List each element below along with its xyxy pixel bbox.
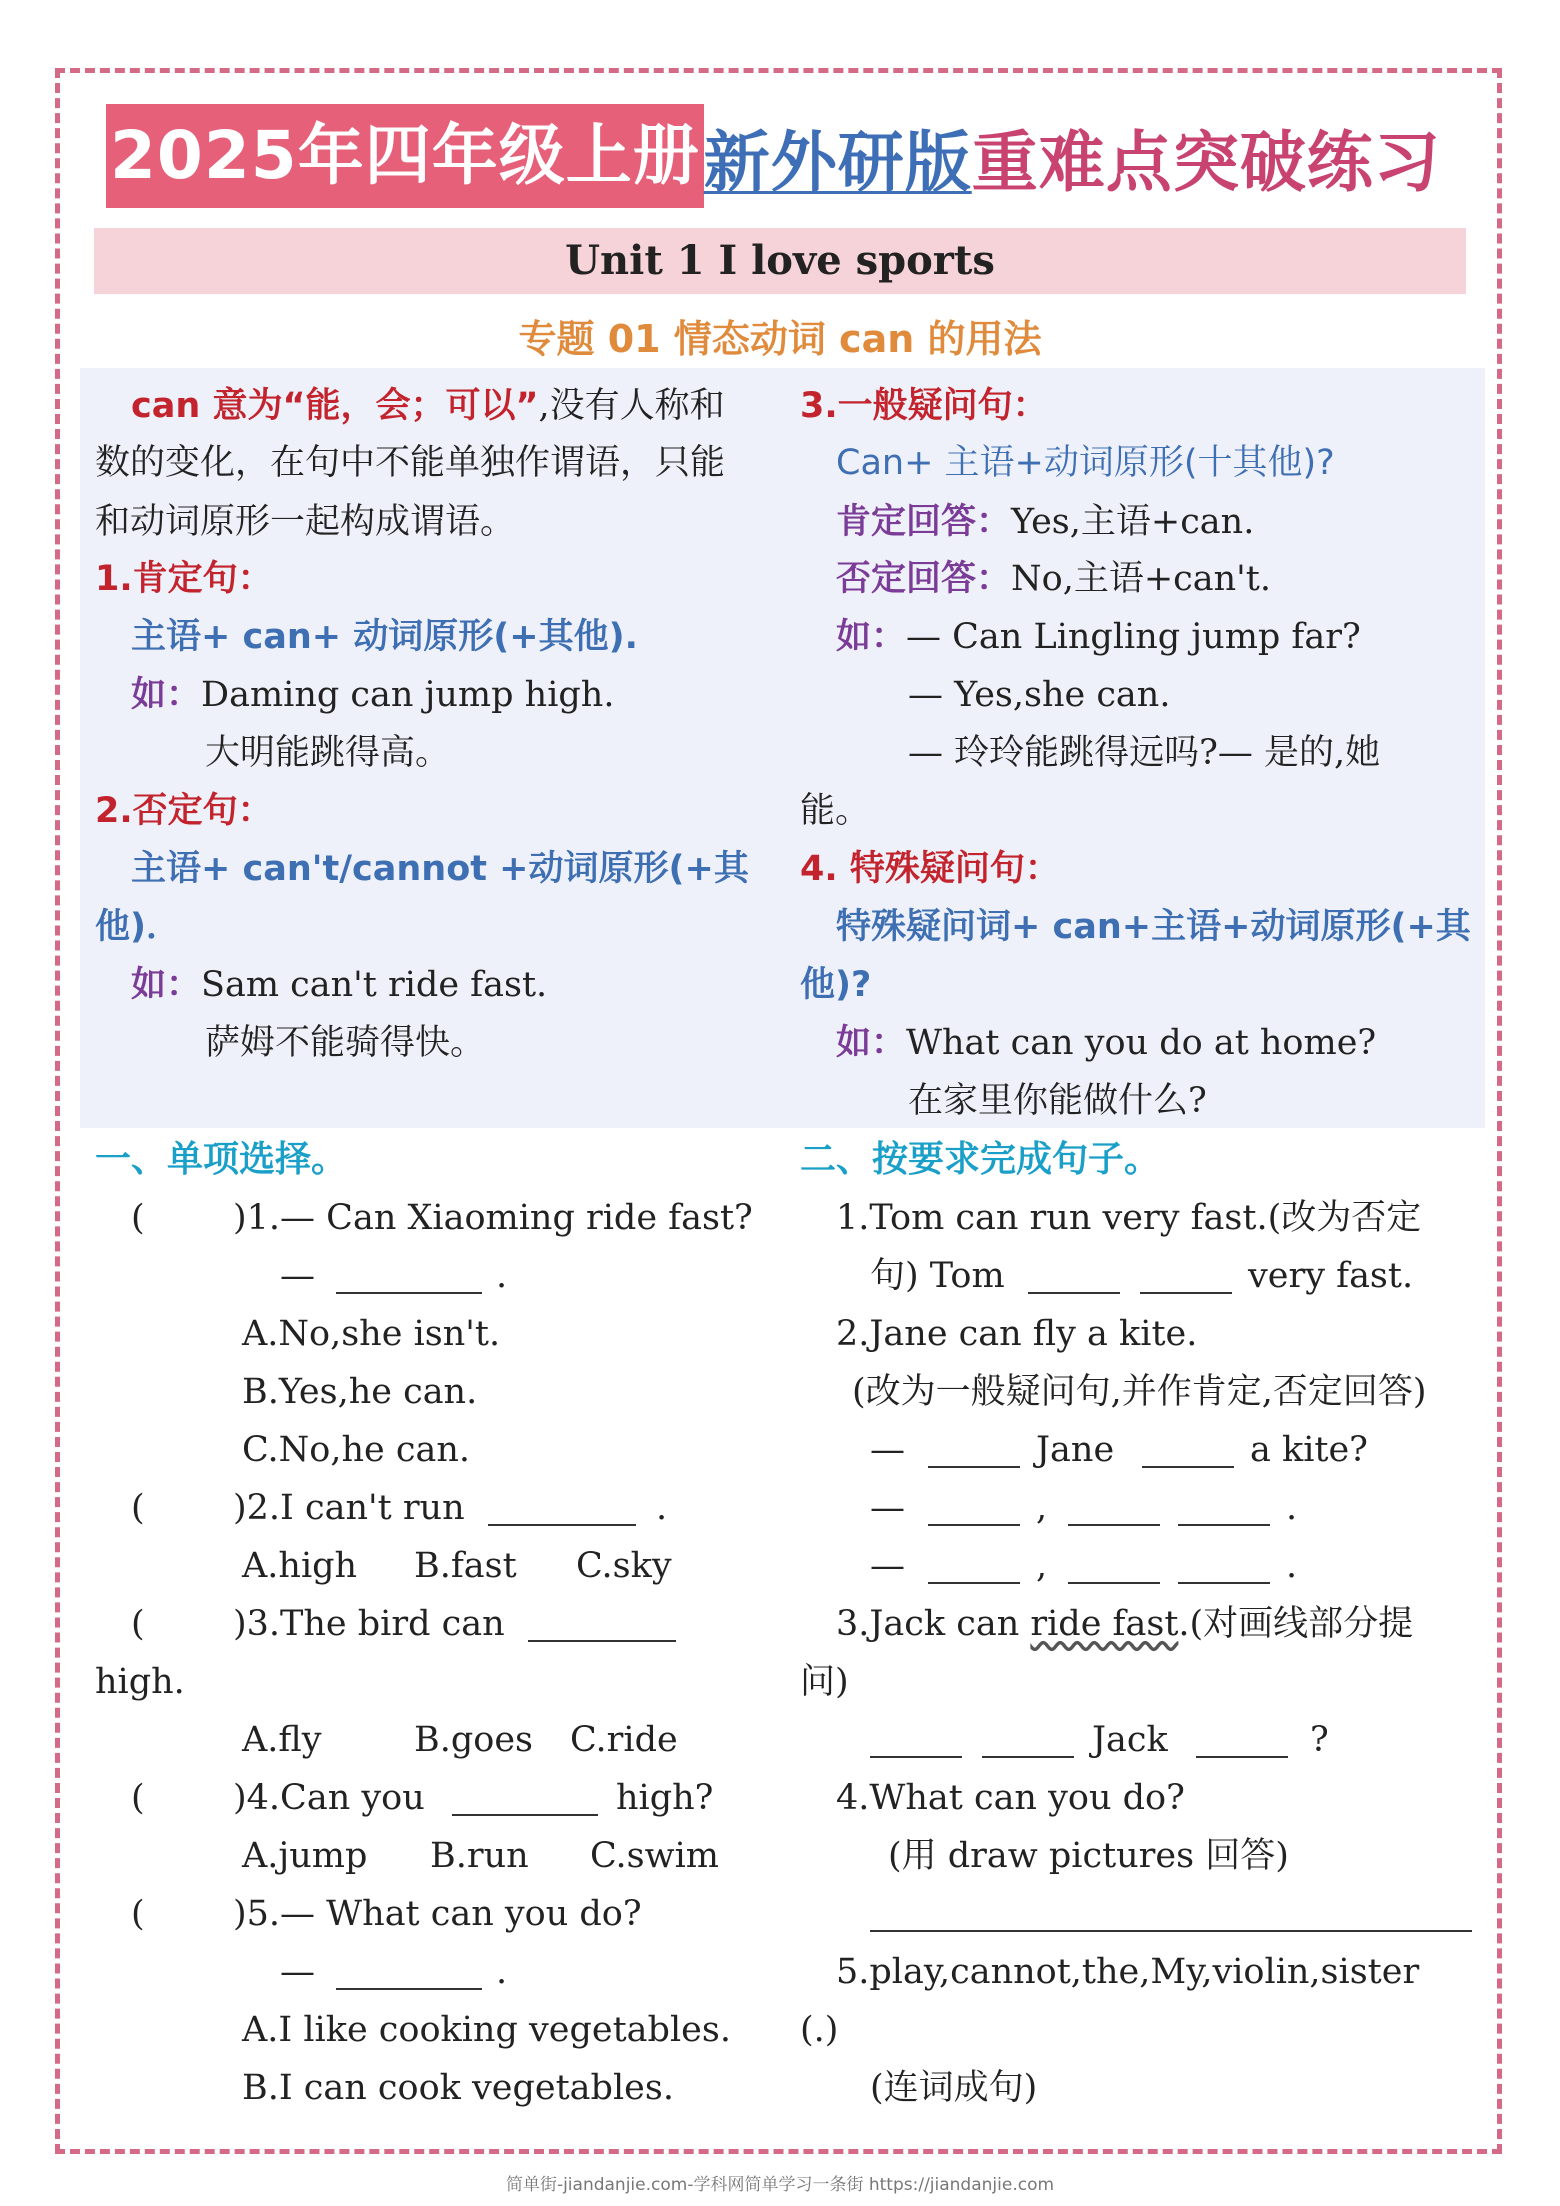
s2-q5-instruction: (连词成句) bbox=[870, 2068, 1038, 2108]
title-part-practice: 重难点突破练习 bbox=[971, 123, 1441, 201]
wh-question-rule-line2: 他)? bbox=[800, 965, 872, 1005]
title-part-grade: 2025年四年级上册 bbox=[106, 104, 704, 208]
page-footer: 简单街-jiandanjie.com-学科网简单学习一条街 https://jiandanjie.com bbox=[505, 2175, 1055, 2195]
s2-q2-blank-2[interactable] bbox=[1142, 1466, 1234, 1468]
negative-example-cn: 萨姆不能骑得快。 bbox=[205, 1023, 486, 1063]
yesno-negative-answer: 否定回答：No,主语+can't. bbox=[836, 559, 1271, 599]
yesno-question-rule: Can+ 主语+动词原形(十其他)? bbox=[836, 443, 1335, 483]
wh-question-heading: 4. 特殊疑问句： bbox=[800, 849, 1060, 889]
grammar-intro-line1: can 意为“能，会；可以”,没有人称和 bbox=[131, 386, 725, 426]
s2-q3-jack: Jack bbox=[1092, 1720, 1168, 1760]
affirmative-example-cn: 大明能跳得高。 bbox=[205, 733, 451, 773]
q3-option-c: C.ride bbox=[570, 1720, 678, 1760]
q3-option-a: A.fly bbox=[242, 1720, 322, 1760]
yesno-example-line4: 能。 bbox=[800, 791, 871, 831]
s2-q4-answer-line[interactable] bbox=[870, 1930, 1472, 1932]
q1-option-a: A.No,she isn't. bbox=[242, 1314, 501, 1354]
s2-q3-line2: 问) bbox=[800, 1662, 849, 1702]
s2-q3-underlined-phrase: ride fast bbox=[1030, 1604, 1179, 1644]
s2-q2-period-1: . bbox=[1286, 1488, 1298, 1528]
q4-option-b: B.run bbox=[430, 1836, 529, 1876]
q5-answer-blank[interactable] bbox=[336, 1988, 482, 1990]
s2-q2-blank-3[interactable] bbox=[928, 1524, 1020, 1526]
q4-stem-end: high? bbox=[616, 1778, 714, 1818]
s2-q2-comma-2: , bbox=[1036, 1546, 1048, 1586]
s2-q3-blank-1[interactable] bbox=[870, 1756, 962, 1758]
q1-option-b: B.Yes,he can. bbox=[242, 1372, 478, 1412]
grammar-intro-line2: 数的变化，在句中不能单独作谓语，只能 bbox=[95, 443, 726, 483]
s2-q2-jane: Jane bbox=[1036, 1430, 1115, 1470]
negative-example: 如：Sam can't ride fast. bbox=[131, 965, 548, 1005]
q4-stem: )4.Can you bbox=[233, 1778, 425, 1818]
s2-q3-blank-3[interactable] bbox=[1196, 1756, 1288, 1758]
s2-q4-line1: 4.What can you do? bbox=[836, 1778, 1185, 1818]
negative-rule-line2: 他)． bbox=[95, 907, 181, 947]
q1-paren: ( bbox=[131, 1198, 145, 1238]
negative-rule-line1: 主语+ can't/cannot +动词原形(+其 bbox=[131, 849, 749, 889]
page-title bbox=[106, 104, 1441, 208]
s2-q2-period-2: . bbox=[1286, 1546, 1298, 1586]
s2-q4-instruction: (用 draw pictures 回答) bbox=[888, 1836, 1289, 1876]
unit-heading: Unit 1 I love sports bbox=[94, 228, 1466, 294]
s2-q2-instruction: (改为一般疑问句,并作肯定,否定回答) bbox=[852, 1372, 1427, 1412]
q1-stem: )1.— Can Xiaoming ride fast? bbox=[233, 1198, 753, 1238]
topic-heading: 专题 01 情态动词 can 的用法 bbox=[518, 317, 1042, 361]
q4-paren: ( bbox=[131, 1778, 145, 1818]
q1-period: . bbox=[496, 1256, 508, 1296]
s2-q3-question-mark: ? bbox=[1310, 1720, 1329, 1760]
s2-q2-line1: 2.Jane can fly a kite. bbox=[836, 1314, 1198, 1354]
q3-answer-blank[interactable] bbox=[528, 1640, 676, 1642]
wh-question-rule-line1: 特殊疑问词+ can+主语+动词原形(+其 bbox=[836, 907, 1471, 947]
s2-q1-line1: 1.Tom can run very fast.(改为否定 bbox=[836, 1198, 1422, 1238]
q5-dash: — bbox=[280, 1952, 315, 1992]
s2-q2-dash-3: — bbox=[870, 1546, 905, 1586]
q4-option-c: C.swim bbox=[590, 1836, 719, 1876]
affirmative-heading: 1.肯定句： bbox=[95, 559, 273, 599]
s2-q1-blank-2[interactable] bbox=[1140, 1292, 1232, 1294]
q3-paren: ( bbox=[131, 1604, 145, 1644]
yesno-example-line1: 如：— Can Lingling jump far? bbox=[836, 617, 1361, 657]
q4-option-a: A.jump bbox=[242, 1836, 368, 1876]
q1-answer-blank[interactable] bbox=[336, 1292, 482, 1294]
q1-option-c: C.No,he can. bbox=[242, 1430, 470, 1470]
yesno-example-line2: — Yes,she can. bbox=[908, 675, 1171, 715]
affirmative-example: 如：Daming can jump high. bbox=[131, 675, 615, 715]
s2-q2-blank-7[interactable] bbox=[1068, 1582, 1160, 1584]
title-part-edition: 新外研版 bbox=[703, 123, 972, 201]
s2-q1-line2-start: 句) Tom bbox=[870, 1256, 1005, 1296]
s2-q2-dash-2: — bbox=[870, 1488, 905, 1528]
affirmative-rule: 主语+ can+ 动词原形(+其他). bbox=[131, 617, 638, 657]
s2-q2-blank-1[interactable] bbox=[928, 1466, 1020, 1468]
s2-q5-line1: 5.play,cannot,the,My,violin,sister bbox=[836, 1952, 1420, 1992]
q5-option-b: B.I can cook vegetables. bbox=[242, 2068, 674, 2108]
q4-answer-blank[interactable] bbox=[452, 1814, 598, 1816]
q5-option-a: A.I like cooking vegetables. bbox=[242, 2010, 731, 2050]
yesno-example-line3: — 玲玲能跳得远吗?— 是的,她 bbox=[908, 733, 1381, 773]
q1-dash: — bbox=[280, 1256, 315, 1296]
q2-option-c: C.sky bbox=[576, 1546, 672, 1586]
section1-heading: 一、单项选择。 bbox=[95, 1139, 348, 1180]
s2-q3-line1: 3.Jack can ride fast.(对画线部分提 bbox=[836, 1604, 1414, 1644]
wh-question-example: 如：What can you do at home? bbox=[836, 1023, 1377, 1063]
s2-q1-blank-1[interactable] bbox=[1028, 1292, 1120, 1294]
q2-stem: )2.I can't run bbox=[233, 1488, 465, 1528]
s2-q1-line2-end: very fast. bbox=[1248, 1256, 1414, 1296]
yesno-question-heading: 3.一般疑问句： bbox=[800, 386, 1048, 426]
s2-q2-blank-4[interactable] bbox=[1068, 1524, 1160, 1526]
s2-q3-blank-2[interactable] bbox=[982, 1756, 1074, 1758]
s2-q5-line2: (.) bbox=[800, 2010, 839, 2050]
s2-q2-blank-5[interactable] bbox=[1178, 1524, 1270, 1526]
q2-period: . bbox=[656, 1488, 668, 1528]
q5-stem: )5.— What can you do? bbox=[233, 1894, 642, 1934]
s2-q2-kite: a kite? bbox=[1250, 1430, 1368, 1470]
section2-heading: 二、按要求完成句子。 bbox=[800, 1139, 1161, 1180]
grammar-intro-line3: 和动词原形一起构成谓语。 bbox=[95, 502, 516, 542]
q2-paren: ( bbox=[131, 1488, 145, 1528]
q5-paren: ( bbox=[131, 1894, 145, 1934]
s2-q2-blank-8[interactable] bbox=[1178, 1582, 1270, 1584]
s2-q2-comma-1: , bbox=[1036, 1488, 1048, 1528]
q2-option-b: B.fast bbox=[414, 1546, 517, 1586]
negative-heading: 2.否定句： bbox=[95, 791, 273, 831]
s2-q2-blank-6[interactable] bbox=[928, 1582, 1020, 1584]
q3-stem: )3.The bird can bbox=[233, 1604, 505, 1644]
q5-period: . bbox=[496, 1952, 508, 1992]
q3-option-b: B.goes bbox=[414, 1720, 533, 1760]
s2-q2-dash-1: — bbox=[870, 1430, 905, 1470]
wh-question-example-cn: 在家里你能做什么? bbox=[908, 1081, 1207, 1121]
yesno-positive-answer: 肯定回答：Yes,主语+can. bbox=[836, 502, 1255, 542]
q2-option-a: A.high bbox=[242, 1546, 358, 1586]
q3-stem-cont: high. bbox=[95, 1662, 185, 1702]
q2-answer-blank[interactable] bbox=[488, 1524, 636, 1526]
